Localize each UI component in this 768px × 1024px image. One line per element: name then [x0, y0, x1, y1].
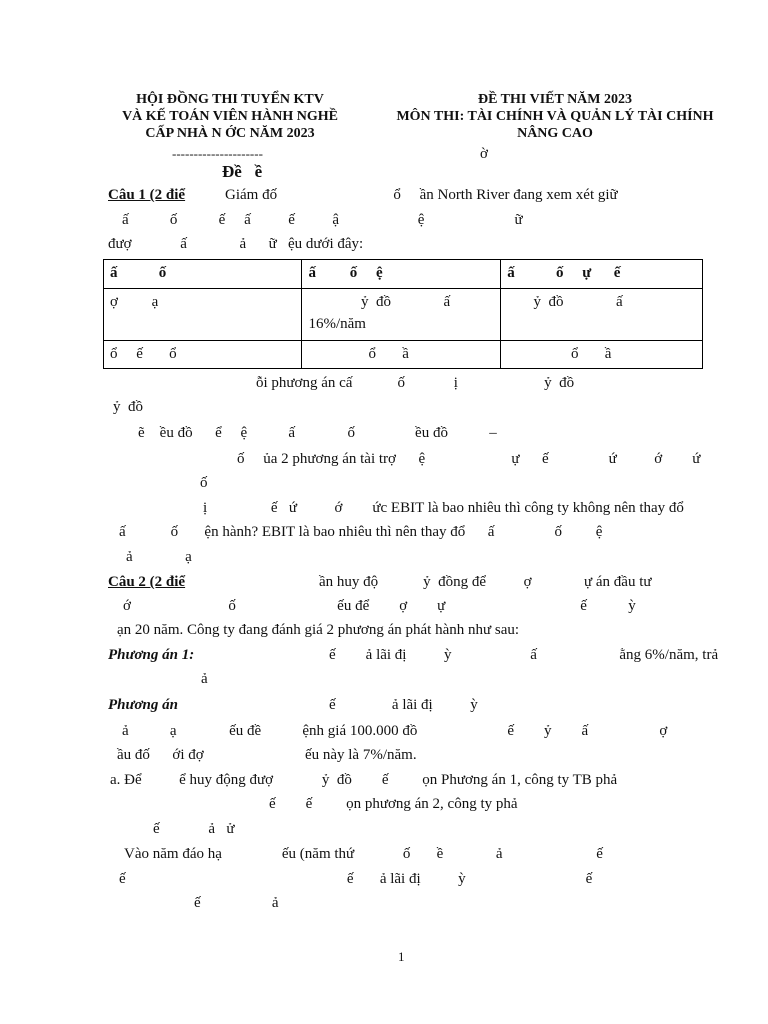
- question1-text-line11: ả ạ: [126, 549, 192, 565]
- question1-label: Câu 1 (2 điể: [108, 187, 186, 203]
- table-cell: ổ ế ổ: [104, 341, 302, 369]
- table-row: [104, 341, 703, 369]
- question1-text-line1: Giám đố ổ ần North River đang xem xét giữ: [225, 187, 618, 203]
- exam-title-line1: ĐỀ THI VIẾT NĂM 2023: [477, 92, 633, 107]
- table-cell: ổ ầ: [501, 341, 703, 369]
- question2-text-line1: ần huy độ ỷ đồng để ợ ự án đầu tư: [319, 574, 652, 590]
- question1-text-line7: ố ủa 2 phương án tài trợ ệ ự ế ứ ớ ứ: [237, 451, 701, 467]
- option1-label: Phương án 1:: [108, 647, 195, 663]
- option2-text-line2: ả ạ ếu đề ệnh giá 100.000 đồ ế ỷ ấ ợ: [122, 723, 668, 739]
- question1-text-line3: đượ ấ ả ữ ệu dưới đây:: [108, 236, 364, 252]
- question2-text-line2: ớ ố ếu để ợ ự ế ỳ: [123, 598, 636, 614]
- exam-subject-line: MÔN THI: TÀI CHÍNH VÀ QUẢN LÝ TÀI CHÍNH: [396, 109, 714, 124]
- council-name-line2: VÀ KẾ TOÁN VIÊN HÀNH NGHỀ: [122, 109, 338, 124]
- exam-subject-line2: NÂNG CAO: [517, 126, 593, 141]
- question2-part-b: Vào năm đáo hạ ếu (năm thứ ố ề ả ế: [124, 846, 603, 862]
- table-cell: ỷ đồ ấ 16%/năm: [302, 289, 501, 341]
- table-cell: ổ ầ: [302, 341, 501, 369]
- table-header-cell: ấ ố: [104, 260, 302, 289]
- council-name-line3: CẤP NHÀ N ỚC NĂM 2023: [145, 126, 315, 141]
- option2-text-line3: ầu đố ới đợ ếu này là 7%/năm.: [117, 747, 417, 763]
- question1-text-line2: ấ ố ế ấ ế ậ ệ ữ: [122, 212, 523, 228]
- question2-part-b-line3: ế ả: [194, 895, 279, 911]
- question2-part-a: a. Để ể huy động đượ ỷ đồ ế ọn Phương án 1, công ty TB phả: [110, 772, 618, 788]
- question2-part-b-line2: ế ế ả lãi đị ỳ ế: [119, 871, 593, 887]
- table-header-cell: ấ ố ự ế: [501, 260, 703, 289]
- question1-text-line10: ấ ố ện hành? EBIT là bao nhiêu thì nên thay đổ ấ ố ệ: [119, 524, 603, 540]
- question2-part-a-line2: ế ế ọn phương án 2, công ty phả: [269, 796, 518, 812]
- table-header-row: [104, 260, 703, 289]
- question1-text-line8: ố: [200, 475, 208, 491]
- financing-options-table: [103, 259, 703, 369]
- question2-label: Câu 2 (2 điể: [108, 574, 186, 590]
- question1-text-line5: ỷ đồ: [113, 399, 143, 415]
- doc-title: Đề ề: [222, 162, 263, 181]
- exam-time-line: ờ: [480, 146, 488, 162]
- question2-part-a-line3: ế ả ử: [153, 821, 235, 837]
- question1-part-b: ị ế ứ ớ ức EBIT là bao nhiêu thì công ty không nên thay đổ: [203, 500, 684, 516]
- option2-label: Phương án: [108, 697, 178, 713]
- table-cell: ợ ạ: [104, 289, 302, 341]
- table-header-cell: ấ ố ệ: [302, 260, 501, 289]
- option1-text-cont: ả: [201, 671, 208, 687]
- table-row: [104, 289, 703, 341]
- question2-text-line3: ạn 20 năm. Công ty đang đánh giá 2 phương án phát hành như sau:: [117, 622, 520, 638]
- option2-text: ế ả lãi đị ỳ: [329, 697, 478, 713]
- table-cell: ỷ đồ ấ: [501, 289, 703, 341]
- page-number: 1: [398, 949, 405, 964]
- question1-text-line4: ỗi phương án cấ ố ị ỷ đồ: [256, 375, 575, 391]
- option1-text: ế ả lãi đị ỳ ấ ằng 6%/năm, trả: [329, 647, 719, 663]
- question1-part-a: ẽ ều đồ ể ệ ấ ố ều đồ –: [138, 425, 497, 441]
- header-divider: ---------------------: [172, 146, 263, 161]
- council-name-line1: HỘI ĐỒNG THI TUYỂN KTV: [136, 92, 324, 107]
